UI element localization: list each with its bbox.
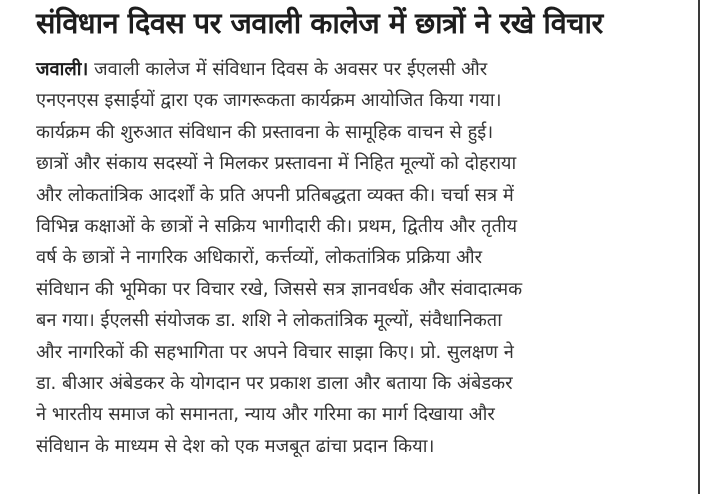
article-headline: संविधान दिवस पर जवाली कालेज में छात्रों ने रखे विचार <box>36 6 603 40</box>
column-rule <box>698 0 700 494</box>
article-line-2: एनएनएस इसाईयों द्वारा एक जागरूकता कार्यक्रम आयोजित किया गया। <box>36 90 502 112</box>
article-line-13: संविधान के माध्यम से देश को एक मजबूत ढांचा प्रदान किया। <box>36 435 435 457</box>
article-line-7: वर्ष के छात्रों ने नागरिक अधिकारों, कर्त्तव्यों, लोकतांत्रिक प्रक्रिया और <box>36 247 483 269</box>
article-body <box>36 54 686 462</box>
article-line-11: डा. बीआर अंबेडकर के योगदान पर प्रकाश डाला और बताया कि अंबेडकर <box>36 372 513 394</box>
article-line-9: बन गया। ईएलसी संयोजक डा. शशि ने लोकतांत्रिक मूल्यों, संवैधानिकता <box>36 310 502 332</box>
article-line-10: और नागरिकों की सहभागिता पर अपने विचार साझा किए। प्रो. सुलक्षण ने <box>36 341 514 363</box>
article-line-6: विभिन्न कक्षाओं के छात्रों ने सक्रिय भागीदारी की। प्रथम, द्वितीय और तृतीय <box>36 215 518 237</box>
article-line-1-text: जवाली कालेज में संविधान दिवस के अवसर पर ईएलसी और <box>88 59 488 80</box>
article-line-8: संविधान की भूमिका पर विचार रखे, जिससे सत्र ज्ञानवर्धक और संवादात्मक <box>36 278 523 300</box>
article-line-4: छात्रों और संकाय सदस्यों ने मिलकर प्रस्तावना में निहित मूल्यों को दोहराया <box>36 153 517 175</box>
article-line-12: ने भारतीय समाज को समानता, न्याय और गरिमा का मार्ग दिखाया और <box>36 404 495 426</box>
article-line-5: और लोकतांत्रिक आदर्शों के प्रति अपनी प्रतिबद्धता व्यक्त की। चर्चा सत्र में <box>36 184 514 206</box>
dateline: जवाली। <box>36 59 89 80</box>
article-line-3: कार्यक्रम की शुरुआत संविधान की प्रस्तावना के सामूहिक वाचन से हुई। <box>36 121 494 143</box>
cut-off-next-line <box>36 484 676 494</box>
article-line-1 <box>36 54 676 85</box>
